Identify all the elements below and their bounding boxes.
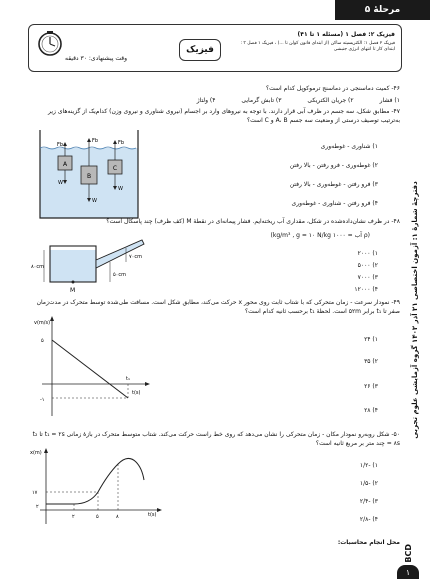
q49-ytick-neg1: -۱ [40,397,45,403]
q50-graph [30,444,170,534]
q49-option-1[interactable]: ۱) ۲۴ [364,336,378,343]
q47-option-2[interactable]: ۲) غوطه‌وری - فرو رفتن - بالا رفتن [289,162,378,169]
q50-xtick-5: ۵ [96,514,99,520]
q48-formula: (ρ آب = ۱۰۰۰ kg/m³ , g = ۱۰ N/kg) [270,232,370,239]
q49-ytick-5: ۵ [41,338,44,344]
q46-option-4[interactable]: ۴) ولتاژ [196,97,216,104]
q50-option-1[interactable]: ۱) -۱/۲ [359,462,378,469]
label-b: B [86,173,92,180]
sidebar-title: دفترچهٔ شمارهٔ ۱: آزمون اختصاصی ۲۱ آذر ۱۴۰۲ گروه آزمایشی علوم تجربی [411,181,419,439]
calculation-area-label: محل انجام محاسبات: [337,539,400,546]
q49-option-4[interactable]: ۴) ۲۸ [364,407,378,414]
clock-icon [37,31,63,57]
q48-option-3[interactable]: ۳) ۷۰۰۰ [357,274,378,281]
q49-option-3[interactable]: ۳) ۲۶ [364,383,378,390]
q49-xlabel: t(s) [132,390,141,396]
brand-logo: BCD [404,544,413,563]
header-info [235,31,395,53]
w-b: W [92,198,97,204]
q48-option-1[interactable]: ۱) ۲۰۰۰ [357,250,378,257]
q50-ytick-17: ۱۷ [32,490,38,496]
q47-option-1[interactable]: ۱) شناوری - غوطه‌وری [320,143,378,150]
header-title: فیزیک ۲: فصل ۱ (مسئله ۱ تا ۴۱) [297,31,395,38]
q47-option-4[interactable]: ۴) فرو رفتن - شناوری - غوطه‌وری [291,200,378,207]
header-subtitle: فیزیک ۲ فصل ۱: الکتریسیته ساکن (از ابتدای قانون کولن تا ...) ، فیزیک ۱ فصل ۳ : ابتدای کار تا انتهای انرژی جنبشی [240,41,395,52]
stage-tab: مرحلهٔ ۵ [335,0,430,20]
w-a: W [58,180,63,186]
question-49: ۴۹- نمودار سرعت - زمان متحرکی که با شتاب ثابت روی محور x حرکت می‌کند، مطابق شکل است. مسافت طی‌شده توسط متحرک در مدت‌زمان صفر تا t₁ برابر ۵۲m است. لحظهٔ t₁ برحسب ثانیه کدام است؟ [36,299,400,315]
question-48: ۴۸- در ظرف نشان‌داده‌شده در شکل، مقداری آب ریخته‌ایم. فشار پیمانه‌ای در نقطهٔ M (کف ظرف) چند پاسکال است؟ [106,218,400,225]
question-50: ۵۰- شکل روبه‌رو نمودار مکان - زمان متحرکی را نشان می‌دهد که روی خط راست حرکت می‌کند. شتاب متوسط متحرک در بازهٔ زمانی t₁ = ۲s تا t₂ = ۸s چند متر بر مربع ثانیه است؟ [32,431,400,447]
label-c: C [112,165,118,172]
dim-top: ۷۰cm [129,254,142,260]
q46-option-2[interactable]: ۲) جریان الکتریکی [307,97,354,104]
suggested-time: وقت پیشنهادی: ۳۰ دقیقه [65,55,128,62]
dim-right: ۵۰cm [113,272,126,278]
q49-t1: t₁ [126,376,130,382]
q49-ylabel: v(m/s) [34,320,51,326]
fb-c: Fb [118,140,125,146]
q47-figure [34,126,144,222]
q50-ytick-2: ۲ [36,504,39,510]
q50-xtick-8: ۸ [116,514,119,520]
q48-option-4[interactable]: ۴) ۱۲۰۰۰ [354,286,378,293]
time-section [29,25,149,71]
question-46: ۴۶- کمیت دماسنجی در دماسنج ترموکوپل کدام است؟ [265,85,400,92]
q47-option-3[interactable]: ۳) فرو رفتن - غوطه‌وری - بالا رفتن [289,181,378,188]
q49-graph [32,312,152,422]
exam-header [28,24,402,72]
subject-badge: فیزیک [179,39,221,61]
q46-option-3[interactable]: ۳) تابش گرمایی [241,97,282,104]
w-c: W [118,186,123,192]
q46-option-1[interactable]: ۱) فشار [379,97,400,104]
q46-options [173,97,400,104]
q50-option-4[interactable]: ۴) -۲/۸ [359,516,378,523]
question-47: ۴۷- مطابق شکل، سه جسم در ظرف آبی قرار دارند. با توجه به نیروهای وارد بر اجسام (نیروی شناوری و نیروی وزن) کدام‌یک از گزینه‌های زیر به‌ترتیب توصیف درستی از وضعیت سه جسم A، B و C است؟ [48,108,400,124]
q49-option-2[interactable]: ۲) ۳۵ [364,358,378,365]
q50-ylabel: x(m) [30,450,42,456]
point-m: M [70,287,76,294]
q50-xlabel: t(s) [148,512,157,518]
q48-figure [30,238,170,298]
q48-option-2[interactable]: ۲) ۵۰۰۰ [357,262,378,269]
label-a: A [62,161,68,168]
page-number: ۱ [397,565,419,579]
q50-option-2[interactable]: ۲) -۱/۵ [359,480,378,487]
dim-left: ۸۰cm [31,264,44,270]
q50-option-3[interactable]: ۳) -۲/۴ [359,498,378,505]
fb-a: Fb [57,142,64,148]
q50-xtick-2: ۲ [72,514,75,520]
fb-b: Fb [92,138,99,144]
